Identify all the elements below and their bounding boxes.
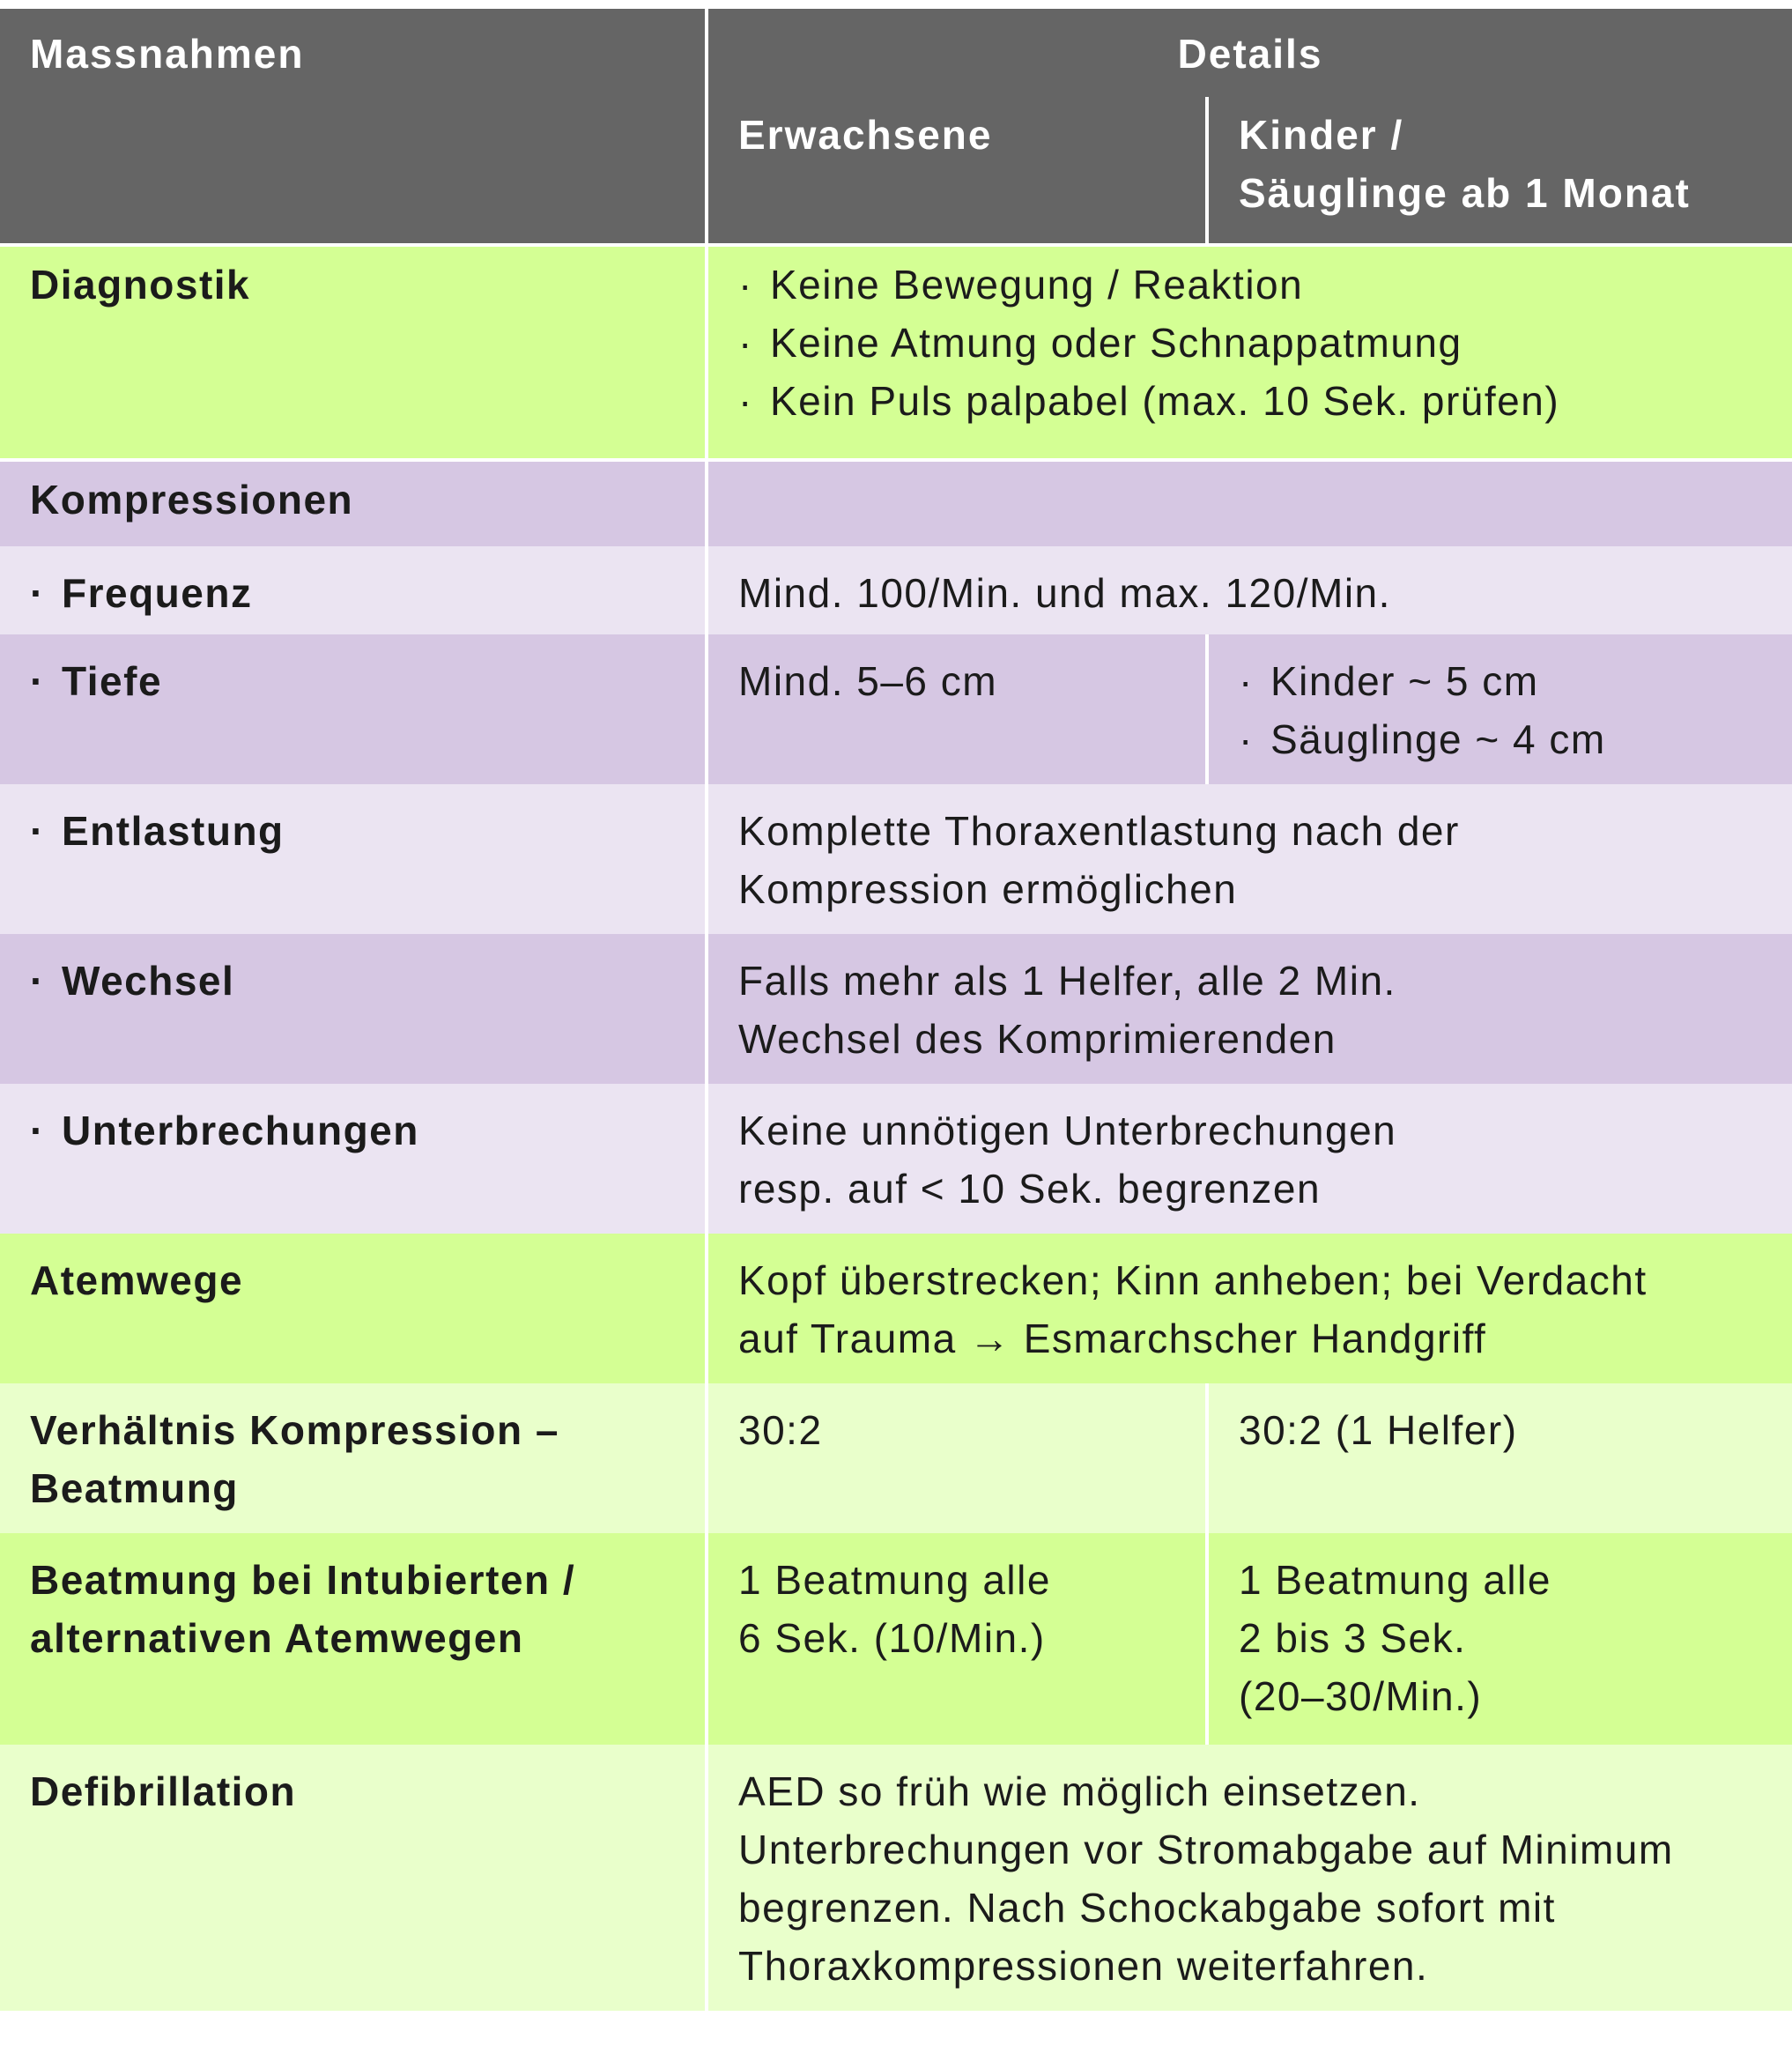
- atemwege-line: auf Trauma → Esmarchscher Handgriff: [738, 1316, 1487, 1361]
- header-massnahmen-text: Massnahmen: [30, 31, 305, 77]
- entlastung-line: Kompression ermöglichen: [738, 866, 1238, 912]
- unterbrechungen-label: · Unterbrechungen: [30, 1101, 705, 1160]
- row-entlastung-label: [0, 784, 705, 934]
- header-children: [1209, 97, 1792, 243]
- wechsel-line: Falls mehr als 1 Helfer, alle 2 Min.: [738, 958, 1396, 1004]
- defibrillation-line: Unterbrechungen vor Stromabgabe auf Minimum: [738, 1827, 1674, 1872]
- tiefe-children-item: · Kinder ~ 5 cm: [1239, 652, 1792, 710]
- header-details-text: Details: [1177, 31, 1323, 77]
- defibrillation-line: AED so früh wie möglich einsetzen.: [738, 1768, 1421, 1814]
- row-beatmung-label: [0, 1533, 705, 1745]
- row-atemwege-value: [708, 1234, 1792, 1383]
- tiefe-adults-value: Mind. 5–6 cm: [738, 658, 998, 704]
- defibrillation-line: Thoraxkompressionen weiterfahren.: [738, 1943, 1429, 1989]
- verhaeltnis-label-line: Verhältnis Kompression –: [30, 1407, 559, 1453]
- divider-header-subcolumn: [1205, 97, 1209, 243]
- row-atemwege-label: [0, 1234, 705, 1383]
- header-adults-text: Erwachsene: [738, 112, 993, 158]
- defibrillation-label: Defibrillation: [30, 1768, 297, 1814]
- row-beatmung-children: [1209, 1533, 1792, 1745]
- row-frequenz-value: [708, 546, 1792, 634]
- header-children-line2: Säuglinge ab 1 Monat: [1239, 170, 1691, 216]
- diagnostik-label: Diagnostik: [30, 262, 251, 308]
- diagnostik-item: · Keine Atmung oder Schnappatmung: [738, 314, 1792, 372]
- frequenz-label: · Frequenz: [30, 564, 705, 622]
- divider-tiefe-subcolumn: [1205, 634, 1209, 784]
- unterbrechungen-line: Keine unnötigen Unterbrechungen: [738, 1108, 1397, 1153]
- entlastung-line: Komplette Thoraxentlastung nach der: [738, 808, 1460, 854]
- row-verhaeltnis-children: [1209, 1383, 1792, 1533]
- row-tiefe-adults: [708, 634, 1205, 784]
- diagnostik-item: · Keine Bewegung / Reaktion: [738, 256, 1792, 314]
- row-verhaeltnis-label: [0, 1383, 705, 1533]
- beatmung-label-line: Beatmung bei Intubierten /: [30, 1557, 576, 1603]
- unterbrechungen-line: resp. auf < 10 Sek. begrenzen: [738, 1166, 1322, 1212]
- beatmung-children-line: (20–30/Min.): [1239, 1673, 1483, 1719]
- tiefe-label: · Tiefe: [30, 652, 705, 710]
- row-kompressionen-label: [0, 462, 705, 546]
- beatmung-children-line: 1 Beatmung alle: [1239, 1557, 1551, 1603]
- header-details: [708, 9, 1792, 97]
- row-unterbrechungen-label: [0, 1084, 705, 1234]
- row-wechsel-label: [0, 934, 705, 1084]
- beatmung-adults-line: 6 Sek. (10/Min.): [738, 1615, 1046, 1661]
- row-diagnostik-label: [0, 247, 705, 458]
- verhaeltnis-label-line: Beatmung: [30, 1465, 239, 1511]
- atemwege-label: Atemwege: [30, 1257, 244, 1303]
- row-wechsel-value: [708, 934, 1792, 1084]
- wechsel-line: Wechsel des Komprimierenden: [738, 1016, 1337, 1062]
- defibrillation-line: begrenzen. Nach Schockabgabe sofort mit: [738, 1885, 1556, 1931]
- beatmung-children-line: 2 bis 3 Sek.: [1239, 1615, 1467, 1661]
- entlastung-label: · Entlastung: [30, 802, 705, 860]
- row-tiefe-children: [1209, 634, 1792, 784]
- divider-header: [0, 243, 1792, 247]
- header-children-line1: Kinder /: [1239, 112, 1404, 158]
- header-massnahmen: [0, 9, 705, 243]
- wechsel-label: · Wechsel: [30, 952, 705, 1010]
- header-adults: [708, 97, 1205, 243]
- row-defibrillation-label: [0, 1745, 705, 2011]
- verhaeltnis-children-value: 30:2 (1 Helfer): [1239, 1407, 1518, 1453]
- beatmung-adults-line: 1 Beatmung alle: [738, 1557, 1051, 1603]
- row-diagnostik-value: [708, 247, 1792, 458]
- row-kompressionen-value: [708, 462, 1792, 546]
- frequenz-value: Mind. 100/Min. und max. 120/Min.: [738, 570, 1391, 616]
- divider-diagnostik: [0, 458, 1792, 462]
- row-frequenz-label: [0, 546, 705, 634]
- divider-verhaeltnis-subcolumn: [1205, 1383, 1209, 1745]
- row-entlastung-value: [708, 784, 1792, 934]
- kompressionen-label: Kompressionen: [30, 477, 354, 523]
- divider-main-column: [705, 9, 708, 2011]
- row-verhaeltnis-adults: [708, 1383, 1205, 1533]
- row-defibrillation-value: [708, 1745, 1792, 2011]
- row-unterbrechungen-value: [708, 1084, 1792, 1234]
- verhaeltnis-adults-value: 30:2: [738, 1407, 823, 1453]
- row-beatmung-adults: [708, 1533, 1205, 1745]
- diagnostik-item: · Kein Puls palpabel (max. 10 Sek. prüfen): [738, 372, 1792, 430]
- row-tiefe-label: [0, 634, 705, 784]
- tiefe-children-item: · Säuglinge ~ 4 cm: [1239, 710, 1792, 768]
- beatmung-label-line: alternativen Atemwegen: [30, 1615, 524, 1661]
- atemwege-line: Kopf überstrecken; Kinn anheben; bei Verdacht: [738, 1257, 1648, 1303]
